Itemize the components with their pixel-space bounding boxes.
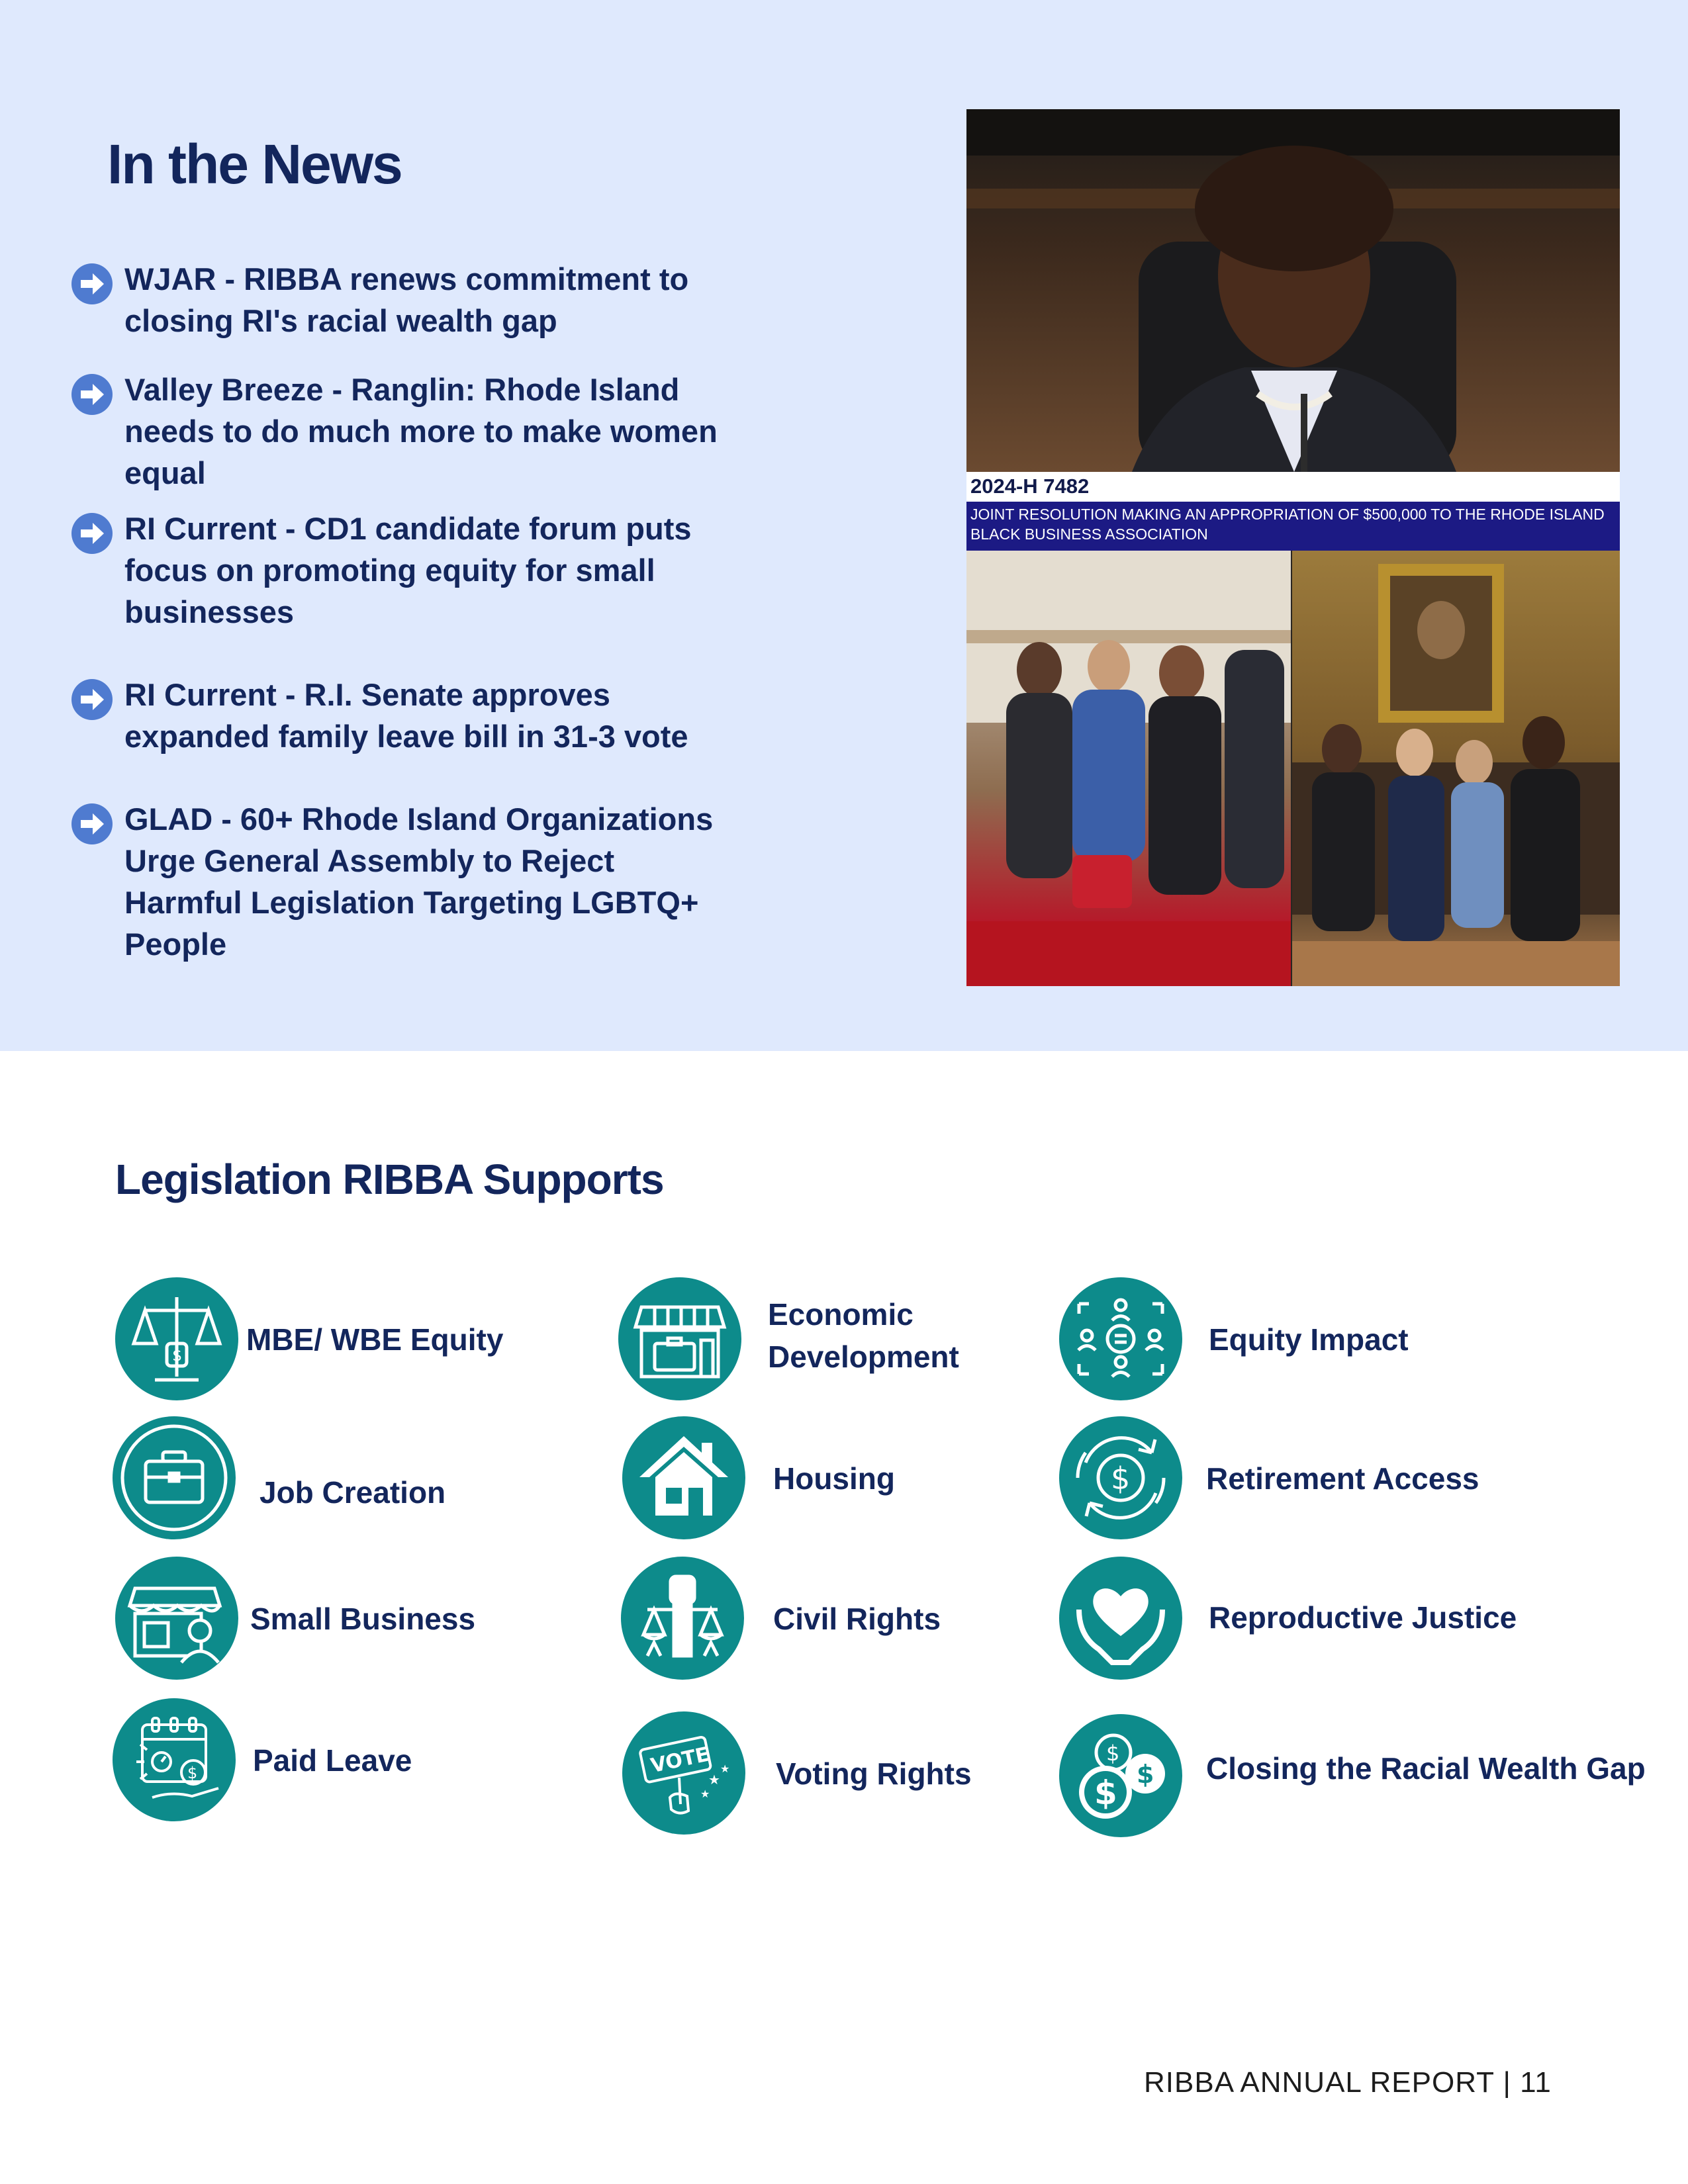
news-item-text: RI Current - CD1 candidate forum puts focus on promoting equity for small businesses [124,511,692,629]
bill-caption [966,472,1620,551]
coins-icon [1059,1714,1182,1837]
legislation-label: Reproductive Justice [1209,1600,1517,1635]
svg-text:$: $ [1106,1741,1120,1766]
page-footer: RIBBA ANNUAL REPORT | 11 [1144,2066,1552,2099]
photo-hearing-testimony [966,109,1620,472]
legislation-label: Small Business [250,1602,476,1636]
scales-icon [115,1277,238,1400]
svg-text:★: ★ [720,1762,730,1775]
news-item-text: WJAR - RIBBA renews commitment to closing RI's racial wealth gap [124,261,689,338]
bill-number: 2024-H 7482 [970,475,1090,498]
raised-fist-icon [621,1557,744,1680]
news-item-text: RI Current - R.I. Senate approves expanded family leave bill in 31-3 vote [124,677,688,754]
svg-text:$: $ [1111,1461,1131,1496]
news-item-text: GLAD - 60+ Rhode Island Organizations Urge General Assembly to Reject Harmful Legislation Targeting LGBTQ+ People [124,801,714,962]
legislation-label: MBE/ WBE Equity [246,1322,504,1357]
vote-sign-icon [622,1711,745,1835]
legislation-label: Housing [773,1461,895,1496]
svg-text:★: ★ [708,1772,720,1788]
news-item-text: Valley Breeze - Ranglin: Rhode Island needs to do much more to make women equal [124,372,718,490]
legislation-label: Retirement Access [1206,1461,1479,1496]
legislation-label: Civil Rights [773,1602,941,1636]
legislation-label: Closing the Racial Wealth Gap [1206,1751,1646,1786]
calendar-dollar-icon [113,1698,236,1821]
svg-text:★: ★ [700,1788,710,1800]
arrow-right-icon [71,263,113,304]
legislation-label: Paid Leave [253,1743,412,1778]
news-title: In the News [107,133,402,195]
legislation-label: Equity Impact [1209,1322,1409,1357]
arrow-right-icon [71,803,113,844]
bill-description: JOINT RESOLUTION MAKING AN APPROPRIATION OF $500,000 TO THE RHODE ISLAND BLACK BUSINESS ASSOCIATION [970,506,1605,543]
storefront-briefcase-icon [618,1277,741,1400]
svg-text:$: $ [172,1346,183,1365]
svg-text:$: $ [1137,1760,1154,1789]
news-section [0,0,1688,1051]
arrow-right-icon [71,374,113,415]
bill-description-bar [966,502,1620,551]
arrow-right-icon [71,679,113,720]
photo-statehouse-group-women [966,551,1291,986]
news-photo-collage [966,109,1620,986]
legislation-label: Voting Rights [776,1756,972,1791]
legislation-title: Legislation RIBBA Supports [115,1156,664,1203]
briefcase-icon [113,1416,236,1539]
svg-text:VOTE: VOTE [648,1743,712,1778]
people-equal-icon [1059,1277,1182,1400]
photo-statehouse-group-library [1292,551,1620,986]
house-icon [622,1416,745,1539]
legislation-label: Economic Development [768,1297,959,1374]
svg-text:$: $ [187,1764,198,1782]
legislation-label: Job Creation [259,1475,446,1510]
svg-text:$: $ [1094,1774,1117,1812]
dollar-cycle-icon [1059,1416,1182,1539]
heart-hands-icon [1059,1557,1182,1680]
arrow-right-icon [71,513,113,554]
shop-owner-icon [115,1557,238,1680]
